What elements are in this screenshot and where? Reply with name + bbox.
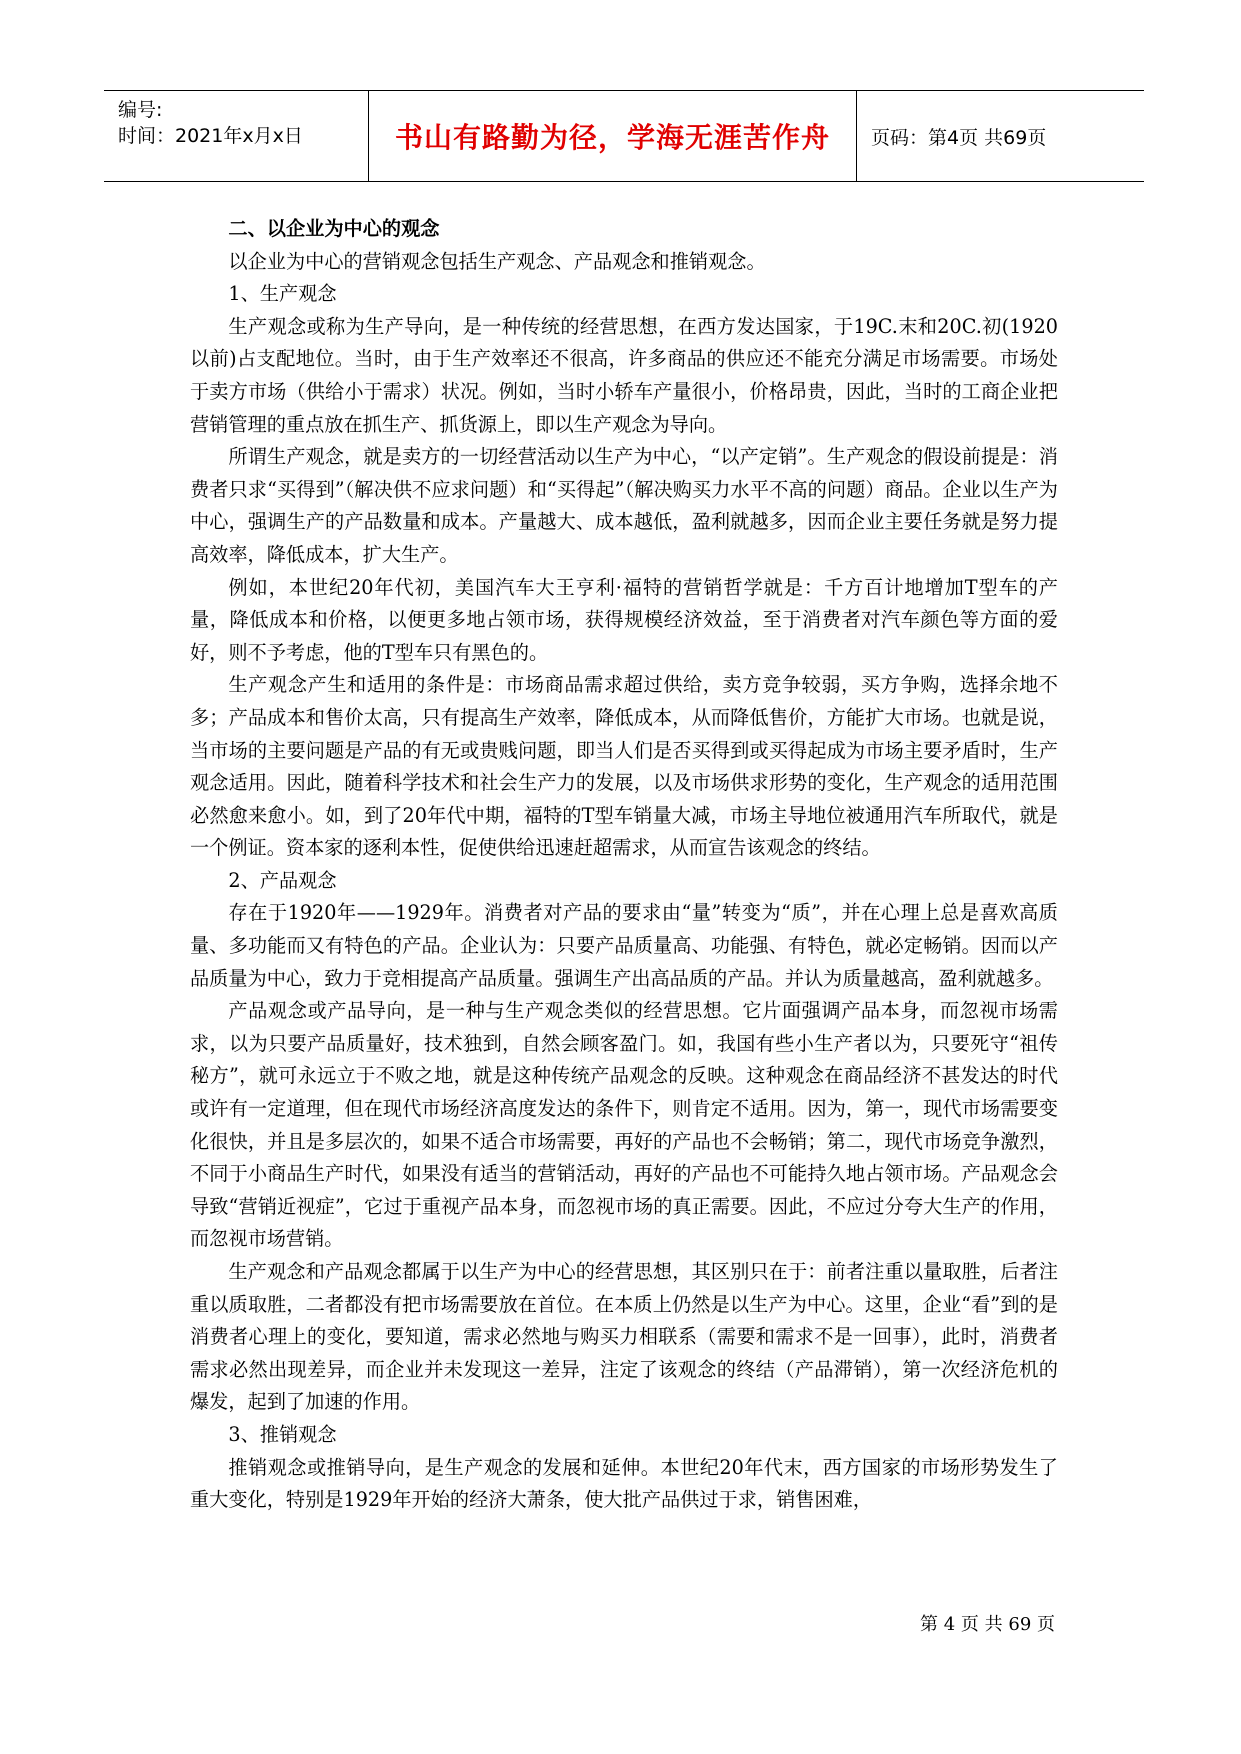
subsection-heading: 2、产品观念: [228, 868, 337, 892]
paragraph: 生产观念和产品观念都属于以生产为中心的经营思想，其区别只在于：前者注重以量取胜，后者注重以质取胜，二者都没有把市场需要放在首位。在本质上仍然是以生产为中心。这里，企业“看”到的是消费者心理上的变化，要知道，需求必然地与购买力相联系（需要和需求不是一回事），此时，消费者需求必然出现差异，而企业并未发现这一差异，注定了该观念的终结（产品滞销），第一次经济危机的爆发，起到了加速的作用。: [190, 1260, 1058, 1414]
paragraph: 生产观念或称为生产导向，是一种传统的经营思想，在西方发达国家，于19C.末和20C.初(1920以前)占支配地位。当时，由于生产效率还不很高，许多商品的供应还不能充分满足市场需要。市场处于卖方市场（供给小于需求）状况。例如，当时小轿车产量很小，价格昂贵，因此，当时的工商企业把营销管理的重点放在抓生产、抓货源上，即以生产观念为导向。: [190, 314, 1058, 436]
header-page-number: 页码：第4页 共69页: [871, 126, 1047, 149]
paragraph: 例如，本世纪20年代初，美国汽车大王亨利·福特的营销哲学就是：千方百计地增加T型车的产量，降低成本和价格，以便更多地占领市场，获得规模经济效益，至于消费者对汽车颜色等方面的爱好，则不予考虑，他的T型车只有黑色的。: [190, 575, 1058, 664]
page-header: [104, 90, 1144, 182]
paragraph: 产品观念或产品导向，是一种与生产观念类似的经营思想。它片面强调产品本身，而忽视市场需求，以为只要产品质量好，技术独到，自然会顾客盈门。如，我国有些小生产者以为，只要死守“祖传秘方”，就可永远立于不败之地，就是这种传统产品观念的反映。这种观念在商品经济不甚发达的时代或许有一定道理，但在现代市场经济高度发达的条件下，则肯定不适用。因为，第一，现代市场需要变化很快，并且是多层次的，如果不适合市场需要，再好的产品也不会畅销；第二，现代市场竞争激烈，不同于小商品生产时代，如果没有适当的营销活动，再好的产品也不可能持久地占领市场。产品观念会导致“营销近视症”，它过于重视产品本身，而忽视市场的真正需要。因此，不应过分夸大生产的作用，而忽视市场营销。: [190, 999, 1058, 1251]
section-heading: 二、以企业为中心的观念: [228, 217, 440, 240]
page-footer: 第 4 页 共 69 页: [920, 1614, 1055, 1635]
subsection-heading: 1、生产观念: [228, 282, 337, 306]
header-info-cell: [104, 91, 369, 181]
header-motto: 书山有路勤为径，学海无涯苦作舟: [369, 91, 857, 181]
paragraph: 所谓生产观念，就是卖方的一切经营活动以生产为中心，“以产定销”。生产观念的假设前提是：消费者只求“买得到”（解决供不应求问题）和“买得起”（解决购买力水平不高的问题）商品。企业以生产为中心，强调生产的产品数量和成本。产量越大、成本越低，盈利就越多，因而企业主要任务就是努力提高效率，降低成本，扩大生产。: [190, 445, 1058, 566]
paragraph: 以企业为中心的营销观念包括生产观念、产品观念和推销观念。: [228, 249, 766, 273]
subsection-heading: 3、推销观念: [228, 1422, 337, 1446]
document-number-label: 编号:: [118, 99, 163, 121]
document-time-label: 时间：2021年x月x日: [118, 125, 303, 147]
document-body: [190, 213, 1058, 1517]
paragraph: 生产观念产生和适用的条件是：市场商品需求超过供给，卖方竞争较弱，买方争购，选择余地不多；产品成本和售价太高，只有提高生产效率，降低成本，从而降低售价，方能扩大市场。也就是说，当市场的主要问题是产品的有无或贵贱问题，即当人们是否买得到或买得起成为市场主要矛盾时，生产观念适用。因此，随着科学技术和社会生产力的发展，以及市场供求形势的变化，生产观念的适用范围必然愈来愈小。如，到了20年代中期，福特的T型车销量大减，市场主导地位被通用汽车所取代，就是一个例证。资本家的逐利本性，促使供给迅速赶超需求，从而宣告该观念的终结。: [190, 673, 1058, 860]
paragraph: 推销观念或推销导向，是生产观念的发展和延伸。本世纪20年代末，西方国家的市场形势发生了重大变化，特别是1929年开始的经济大萧条，使大批产品供过于求，销售困难，: [190, 1455, 1058, 1512]
paragraph: 存在于1920年——1929年。消费者对产品的要求由“量”转变为“质”，并在心理上总是喜欢高质量、多功能而又有特色的产品。企业认为：只要产品质量高、功能强、有特色，就必定畅销。因而以产品质量为中心，致力于竞相提高产品质量。强调生产出高品质的产品。并认为质量越高，盈利就越多。: [190, 901, 1058, 990]
